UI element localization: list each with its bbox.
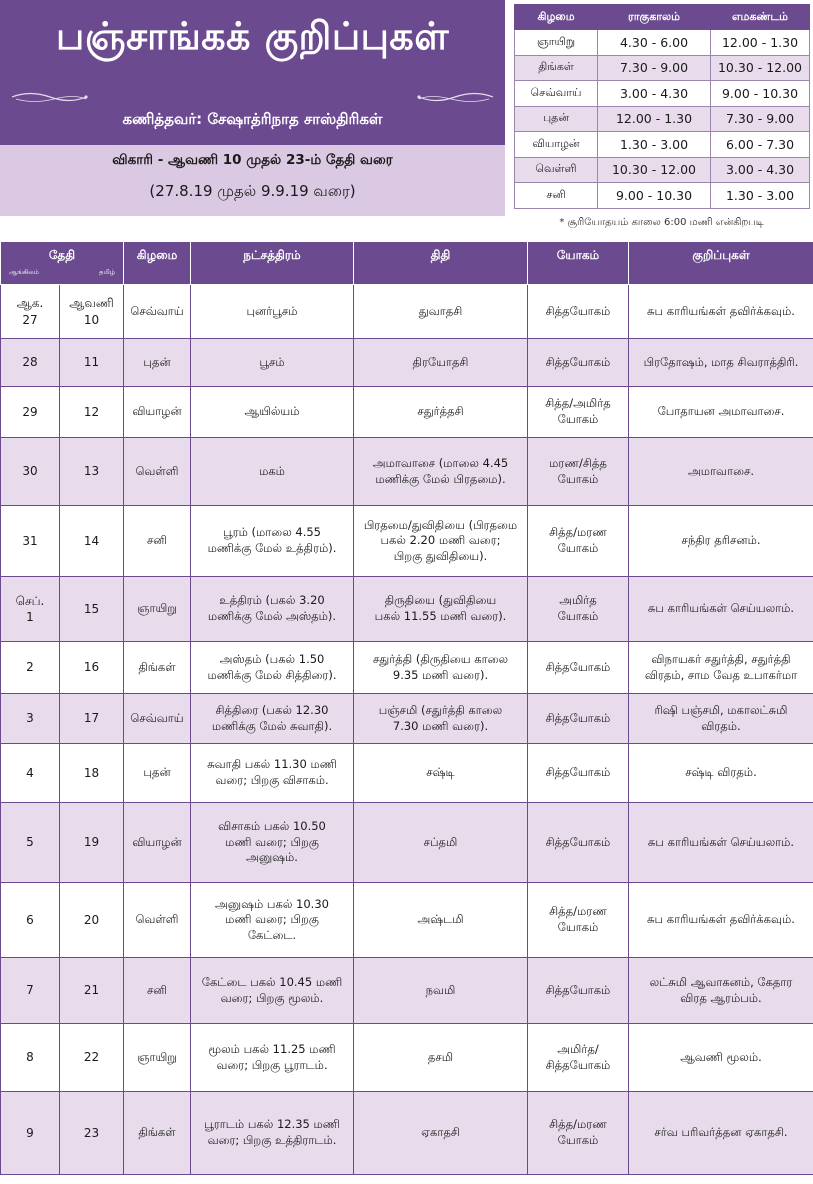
rahu-day-cell: புதன் <box>515 106 598 132</box>
table-row <box>1 577 813 642</box>
rahu-day-cell: வியாழன் <box>515 132 598 158</box>
notes-cell: சுப காரியங்கள் தவிர்க்கவும். <box>629 285 813 339</box>
table-row <box>1 958 813 1024</box>
day-cell: வியாழன் <box>124 387 191 438</box>
rahu-day-cell: திங்கள் <box>515 55 598 81</box>
yama-time-cell: 6.00 - 7.30 <box>711 132 810 158</box>
day-cell: ஞாயிறு <box>124 1024 191 1092</box>
day-cell: திங்கள் <box>124 1092 191 1175</box>
table-row <box>1 1092 813 1175</box>
yama-time-cell: 1.30 - 3.00 <box>711 183 810 209</box>
dates-line: (27.8.19 முதல் 9.9.19 வரை) <box>149 182 356 200</box>
date-en-cell: 8 <box>1 1024 60 1092</box>
star-cell: கேட்டை பகல் 10.45 மணி வரை; பிறகு மூலம். <box>191 958 354 1024</box>
date-en-cell: 5 <box>1 803 60 883</box>
header-star: நட்சத்திரம் <box>191 242 354 285</box>
tithi-cell: துவாதசி <box>354 285 528 339</box>
rahu-day-cell: சனி <box>515 183 598 209</box>
yogam-cell: சித்தயோகம் <box>528 958 629 1024</box>
day-cell: சனி <box>124 506 191 577</box>
tithi-cell: நவமி <box>354 958 528 1024</box>
author-line: கணித்தவர்: சேஷாத்ரிநாத சாஸ்திரிகள் <box>122 110 383 128</box>
table-row <box>1 803 813 883</box>
yogam-cell: சித்த/அமிர்த யோகம் <box>528 387 629 438</box>
table-row <box>1 642 813 694</box>
star-cell: பூராடம் பகல் 12.35 மணி வரை; பிறகு உத்திராடம். <box>191 1092 354 1175</box>
notes-cell: சஷ்டி விரதம். <box>629 744 813 803</box>
panchangam-table <box>0 241 813 1175</box>
notes-cell: சுப காரியங்கள் செய்யலாம். <box>629 803 813 883</box>
table-row <box>1 744 813 803</box>
table-row <box>1 339 813 387</box>
tithi-cell: சப்தமி <box>354 803 528 883</box>
yogam-cell: சித்தயோகம் <box>528 339 629 387</box>
tithi-cell: திருதியை (துவிதியை பகல் 11.55 மணி வரை). <box>354 577 528 642</box>
rahu-time-cell: 7.30 - 9.00 <box>598 55 711 81</box>
table-row <box>1 1024 813 1092</box>
tithi-cell: ஏகாதசி <box>354 1092 528 1175</box>
rahu-header-yama: எமகண்டம் <box>711 5 810 30</box>
header-date-ta: தமிழ் <box>99 268 115 276</box>
star-cell: பூசம் <box>191 339 354 387</box>
star-cell: சித்திரை (பகல் 12.30 மணிக்கு மேல் சுவாதி). <box>191 694 354 744</box>
date-en-cell: 28 <box>1 339 60 387</box>
yogam-cell: சித்தயோகம் <box>528 642 629 694</box>
date-ta-cell: 17 <box>60 694 124 744</box>
notes-cell: சுப காரியங்கள் தவிர்க்கவும். <box>629 883 813 958</box>
yama-time-cell: 7.30 - 9.00 <box>711 106 810 132</box>
yogam-cell: அமிர்த யோகம் <box>528 577 629 642</box>
header-date-label: தேதி <box>48 248 76 262</box>
page-title: பஞ்சாங்கக் குறிப்புகள் <box>55 14 449 58</box>
date-en-cell: 6 <box>1 883 60 958</box>
yogam-cell: சித்த/மரண யோகம் <box>528 883 629 958</box>
star-cell: விசாகம் பகல் 10.50 மணி வரை; பிறகு அனுஷம். <box>191 803 354 883</box>
tithi-cell: அஷ்டமி <box>354 883 528 958</box>
sunrise-note: * சூரியோதயம் காலை 6:00 மணி என்கிறபடி <box>559 217 764 228</box>
header-day: கிழமை <box>124 242 191 285</box>
date-ta-cell: 15 <box>60 577 124 642</box>
date-ta-cell: ஆவணி 10 <box>60 285 124 339</box>
date-en-cell: 9 <box>1 1092 60 1175</box>
notes-cell: சர்வ பரிவர்த்தன ஏகாதசி. <box>629 1092 813 1175</box>
notes-cell: சந்திர தரிசனம். <box>629 506 813 577</box>
day-cell: வெள்ளி <box>124 438 191 506</box>
yogam-cell: சித்தயோகம் <box>528 285 629 339</box>
star-cell: சுவாதி பகல் 11.30 மணி வரை; பிறகு விசாகம். <box>191 744 354 803</box>
date-ta-cell: 14 <box>60 506 124 577</box>
star-cell: புனர்பூசம் <box>191 285 354 339</box>
star-cell: ஆயில்யம் <box>191 387 354 438</box>
tithi-cell: சதுர்த்தசி <box>354 387 528 438</box>
notes-cell: சுப காரியங்கள் செய்யலாம். <box>629 577 813 642</box>
star-cell: அனுஷம் பகல் 10.30 மணி வரை; பிறகு கேட்டை. <box>191 883 354 958</box>
date-ta-cell: 23 <box>60 1092 124 1175</box>
period-line: விகாரி - ஆவணி 10 முதல் 23-ம் தேதி வரை <box>112 152 393 168</box>
rahu-row <box>515 30 810 56</box>
yogam-cell: சித்தயோகம் <box>528 694 629 744</box>
ornament-left-icon <box>10 90 88 104</box>
main-header-row <box>1 242 813 285</box>
notes-cell: ஆவணி மூலம். <box>629 1024 813 1092</box>
rahu-time-cell: 10.30 - 12.00 <box>598 157 711 183</box>
notes-cell: பிரதோஷம், மாத சிவராத்திரி. <box>629 339 813 387</box>
rahu-header-day: கிழமை <box>515 5 598 30</box>
yogam-cell: சித்தயோகம் <box>528 803 629 883</box>
star-cell: மகம் <box>191 438 354 506</box>
tithi-cell: பஞ்சமி (சதுர்த்தி காலை 7.30 மணி வரை). <box>354 694 528 744</box>
date-en-cell: செப். 1 <box>1 577 60 642</box>
notes-cell: லட்சுமி ஆவாகனம், கேதார விரத ஆரம்பம். <box>629 958 813 1024</box>
rahu-header-rahu: ராகுகாலம் <box>598 5 711 30</box>
rahu-kalam-table <box>514 4 810 209</box>
date-en-cell: ஆக. 27 <box>1 285 60 339</box>
yama-time-cell: 3.00 - 4.30 <box>711 157 810 183</box>
main-body <box>1 285 813 1175</box>
date-ta-cell: 13 <box>60 438 124 506</box>
date-ta-cell: 20 <box>60 883 124 958</box>
table-row <box>1 694 813 744</box>
date-ta-cell: 18 <box>60 744 124 803</box>
date-en-cell: 7 <box>1 958 60 1024</box>
table-row <box>1 387 813 438</box>
date-en-cell: 31 <box>1 506 60 577</box>
rahu-row <box>515 183 810 209</box>
header-yogam: யோகம் <box>528 242 629 285</box>
day-cell: புதன் <box>124 339 191 387</box>
yogam-cell: மரண/சித்த யோகம் <box>528 438 629 506</box>
rahu-time-cell: 1.30 - 3.00 <box>598 132 711 158</box>
header-notes: குறிப்புகள் <box>629 242 813 285</box>
tithi-cell: தசமி <box>354 1024 528 1092</box>
ornament-right-icon <box>417 90 495 104</box>
yama-time-cell: 10.30 - 12.00 <box>711 55 810 81</box>
rahu-time-cell: 4.30 - 6.00 <box>598 30 711 56</box>
tithi-cell: திரயோதசி <box>354 339 528 387</box>
table-row <box>1 506 813 577</box>
day-cell: வியாழன் <box>124 803 191 883</box>
star-cell: அஸ்தம் (பகல் 1.50 மணிக்கு மேல் சித்திரை). <box>191 642 354 694</box>
date-en-cell: 2 <box>1 642 60 694</box>
yogam-cell: சித்த/மரண யோகம் <box>528 506 629 577</box>
rahu-row <box>515 106 810 132</box>
rahu-row <box>515 55 810 81</box>
rahu-day-cell: வெள்ளி <box>515 157 598 183</box>
day-cell: சனி <box>124 958 191 1024</box>
yama-time-cell: 9.00 - 10.30 <box>711 81 810 107</box>
notes-cell: அமாவாசை. <box>629 438 813 506</box>
rahu-body <box>515 30 810 209</box>
table-row <box>1 285 813 339</box>
tithi-cell: சதுர்த்தி (திருதியை காலை 9.35 மணி வரை). <box>354 642 528 694</box>
day-cell: புதன் <box>124 744 191 803</box>
date-en-cell: 29 <box>1 387 60 438</box>
date-ta-cell: 16 <box>60 642 124 694</box>
yogam-cell: சித்த/மரண யோகம் <box>528 1092 629 1175</box>
notes-cell: விநாயகர் சதுர்த்தி, சதுர்த்தி விரதம், சாம வேத உபாகர்மா <box>629 642 813 694</box>
header <box>0 0 505 216</box>
tithi-cell: சஷ்டி <box>354 744 528 803</box>
rahu-time-cell: 3.00 - 4.30 <box>598 81 711 107</box>
date-en-cell: 30 <box>1 438 60 506</box>
star-cell: மூலம் பகல் 11.25 மணி வரை; பிறகு பூராடம். <box>191 1024 354 1092</box>
yogam-cell: சித்தயோகம் <box>528 744 629 803</box>
star-cell: பூரம் (மாலை 4.55 மணிக்கு மேல் உத்திரம்). <box>191 506 354 577</box>
star-cell: உத்திரம் (பகல் 3.20 மணிக்கு மேல் அஸ்தம்). <box>191 577 354 642</box>
header-date-en: ஆங்கிலம் <box>9 268 39 276</box>
table-row <box>1 438 813 506</box>
date-ta-cell: 11 <box>60 339 124 387</box>
table-row <box>1 883 813 958</box>
day-cell: வெள்ளி <box>124 883 191 958</box>
tithi-cell: அமாவாசை (மாலை 4.45 மணிக்கு மேல் பிரதமை). <box>354 438 528 506</box>
date-ta-cell: 21 <box>60 958 124 1024</box>
day-cell: செவ்வாய் <box>124 285 191 339</box>
date-ta-cell: 22 <box>60 1024 124 1092</box>
day-cell: செவ்வாய் <box>124 694 191 744</box>
date-ta-cell: 19 <box>60 803 124 883</box>
rahu-row <box>515 81 810 107</box>
notes-cell: ரிஷி பஞ்சமி, மகாலட்சுமி விரதம். <box>629 694 813 744</box>
date-ta-cell: 12 <box>60 387 124 438</box>
rahu-day-cell: செவ்வாய் <box>515 81 598 107</box>
day-cell: ஞாயிறு <box>124 577 191 642</box>
rahu-time-cell: 12.00 - 1.30 <box>598 106 711 132</box>
header-tithi: திதி <box>354 242 528 285</box>
day-cell: திங்கள் <box>124 642 191 694</box>
date-en-cell: 3 <box>1 694 60 744</box>
header-date <box>1 242 124 285</box>
tithi-cell: பிரதமை/துவிதியை (பிரதமை பகல் 2.20 மணி வரை; பிறகு துவிதியை). <box>354 506 528 577</box>
yama-time-cell: 12.00 - 1.30 <box>711 30 810 56</box>
notes-cell: போதாயன அமாவாசை. <box>629 387 813 438</box>
date-en-cell: 4 <box>1 744 60 803</box>
rahu-time-cell: 9.00 - 10.30 <box>598 183 711 209</box>
rahu-row <box>515 132 810 158</box>
rahu-row <box>515 157 810 183</box>
rahu-header-row <box>515 5 810 30</box>
rahu-day-cell: ஞாயிறு <box>515 30 598 56</box>
yogam-cell: அமிர்த/ சித்தயோகம் <box>528 1024 629 1092</box>
